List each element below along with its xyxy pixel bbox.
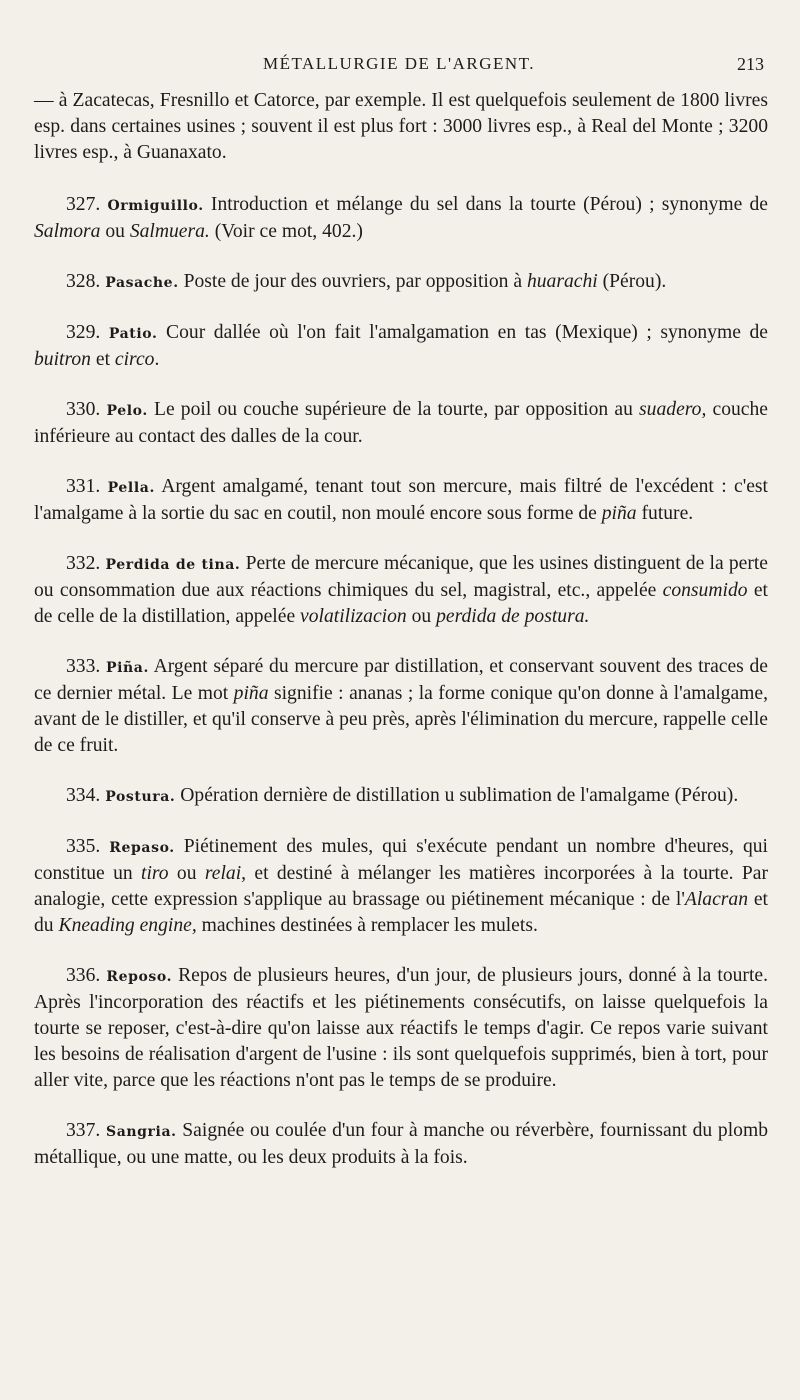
entry-term: Pelo. xyxy=(106,403,148,419)
entry-italic: perdida de postura. xyxy=(436,606,590,627)
entry-text: future. xyxy=(636,503,694,524)
entry-term: Sangria. xyxy=(106,1124,177,1140)
entry-number: 336. xyxy=(66,965,101,986)
entry-329 xyxy=(34,320,768,373)
entry-text: (Pérou). xyxy=(597,271,667,292)
entry-text: et de celle de la distillation, appelée xyxy=(34,580,768,627)
entry-text: . xyxy=(154,349,160,370)
entry-336 xyxy=(34,963,768,1094)
entry-number: 332. xyxy=(66,553,101,574)
entry-text: Saignée ou coulée d'un four à manche ou réverbère, fournissant du plomb métallique, ou une matte, ou les deux produits à la fois. xyxy=(34,1120,768,1168)
entry-italic: Salmuera. xyxy=(129,221,210,242)
continuation-paragraph xyxy=(34,88,768,166)
entry-335 xyxy=(34,834,768,939)
entry-term: Piña. xyxy=(105,660,149,676)
page-number: 213 xyxy=(737,54,764,74)
body-text xyxy=(34,88,768,1195)
entry-337 xyxy=(34,1118,768,1171)
entry-term: Reposo. xyxy=(106,969,173,985)
entry-number: 328. xyxy=(66,271,101,292)
entry-text: couche inférieure au contact des dalles de la cour. xyxy=(34,399,768,447)
entry-term: Repaso. xyxy=(109,840,175,856)
entry-text: machines destinées à remplacer les mulets. xyxy=(196,915,538,936)
entry-italic: huarachi xyxy=(526,271,598,292)
entry-term: Pasache. xyxy=(105,275,179,291)
entry-327 xyxy=(34,192,768,245)
entry-text: Piétinement des mules, qui s'exécute pendant un nombre d'heures, qui constitue un xyxy=(34,836,768,884)
entry-italic: Salmora xyxy=(34,221,101,242)
entry-text: signifie : ananas ; la forme conique qu'on donne à l'amalgame, avant de le distiller, et qu'il conserve à peu près, après l'élimination du mercure, rappelle celle de ce fruit. xyxy=(34,683,768,756)
entry-333 xyxy=(34,654,768,759)
entry-term: Pella. xyxy=(107,480,155,496)
entry-italic: suadero, xyxy=(639,399,707,420)
entry-330 xyxy=(34,397,768,450)
entry-italic: piña xyxy=(233,683,269,704)
entry-text: ou xyxy=(406,606,437,627)
entry-text: Perte de mercure mécanique, que les usines distinguent de la perte ou consommation due aux réactions chimiques du sel, magistral, etc., appelée xyxy=(34,553,768,601)
entry-number: 331. xyxy=(66,476,101,497)
entry-italic: relai, xyxy=(204,863,247,884)
entry-italic: buitron xyxy=(34,349,91,370)
entry-text: Le poil ou couche supérieure de la tourte, par opposition au xyxy=(147,399,640,420)
entry-text: et destiné à mélanger les matières incorporées à la tourte. Par analogie, cette expression s'applique au brassage ou piétinement mécanique : de l' xyxy=(34,863,769,910)
entry-term: Postura. xyxy=(105,789,176,805)
entry-italic: volatilizacion xyxy=(300,606,407,627)
entry-italic: tiro xyxy=(141,863,169,884)
running-title: MÉTALLURGIE DE L'ARGENT. xyxy=(262,54,536,73)
entry-italic: circo xyxy=(114,349,155,370)
entry-number: 337. xyxy=(66,1120,101,1141)
entry-term: Patio. xyxy=(108,326,158,342)
entry-text: ou xyxy=(100,221,130,242)
entry-text: Argent séparé du mercure par distillation, et conservant souvent des traces de ce dernier métal. Le mot xyxy=(34,656,768,704)
entry-text: Argent amalgamé, tenant tout son mercure, mais filtré de l'excédent : c'est l'amalgame à la sortie du sac en coutil, non moulé encore sous forme de xyxy=(34,476,768,524)
running-head xyxy=(34,54,764,82)
entry-328 xyxy=(34,269,768,296)
entry-text: Repos de plusieurs heures, d'un jour, de plusieurs jours, donné à la tourte. Après l'incorporation des réactifs et les piétinements consécutifs, on laisse quelquefois la tourte se reposer, c'est-à-dire qu'on laisse aux réactifs le temps d'agir. Ce repos varie suivant les besoins de réalisation d'argent de l'usine : ils sont quelquefois supprimés, bien à tort, pour aller vite, parce que les réactions n'ont pas le temps de se produire. xyxy=(34,965,768,1091)
entry-term: Ormiguillo. xyxy=(107,198,204,214)
entry-number: 330. xyxy=(66,399,101,420)
entry-italic: consumido xyxy=(662,580,748,601)
entry-text: Opération dernière de distillation u sublimation de l'amalgame (Pérou). xyxy=(175,785,739,806)
entry-term: Perdida de tina. xyxy=(105,557,241,573)
entry-number: 329. xyxy=(66,322,101,343)
entry-334 xyxy=(34,783,768,810)
entry-italic: Alacran xyxy=(684,889,748,910)
entry-italic: piña xyxy=(601,503,637,524)
entry-text: et xyxy=(90,349,115,370)
entry-text: Cour dallée où l'on fait l'amalgamation en tas (Mexique) ; synonyme de xyxy=(157,322,768,343)
entry-italic: Kneading engine, xyxy=(58,915,197,936)
entry-number: 333. xyxy=(66,656,101,677)
entry-number: 335. xyxy=(66,836,101,857)
entry-text: ou xyxy=(168,863,205,884)
entry-331 xyxy=(34,474,768,527)
entry-number: 334. xyxy=(66,785,101,806)
entry-text: (Voir ce mot, 402.) xyxy=(209,221,363,242)
entry-text: et du xyxy=(34,889,768,936)
entry-text: Poste de jour des ouvriers, par opposition à xyxy=(178,271,527,292)
paragraph-text: — à Zacatecas, Fresnillo et Catorce, par exemple. Il est quelquefois seulement de 1800 livres esp. dans certaines usines ; souvent il est plus fort : 3000 livres esp., à Real del Monte ; 3200 livres esp., à Guanaxato. xyxy=(34,90,768,163)
entry-number: 327. xyxy=(66,194,101,215)
entry-text: Introduction et mélange du sel dans la tourte (Pérou) ; synonyme de xyxy=(203,194,768,215)
entry-332 xyxy=(34,551,768,630)
